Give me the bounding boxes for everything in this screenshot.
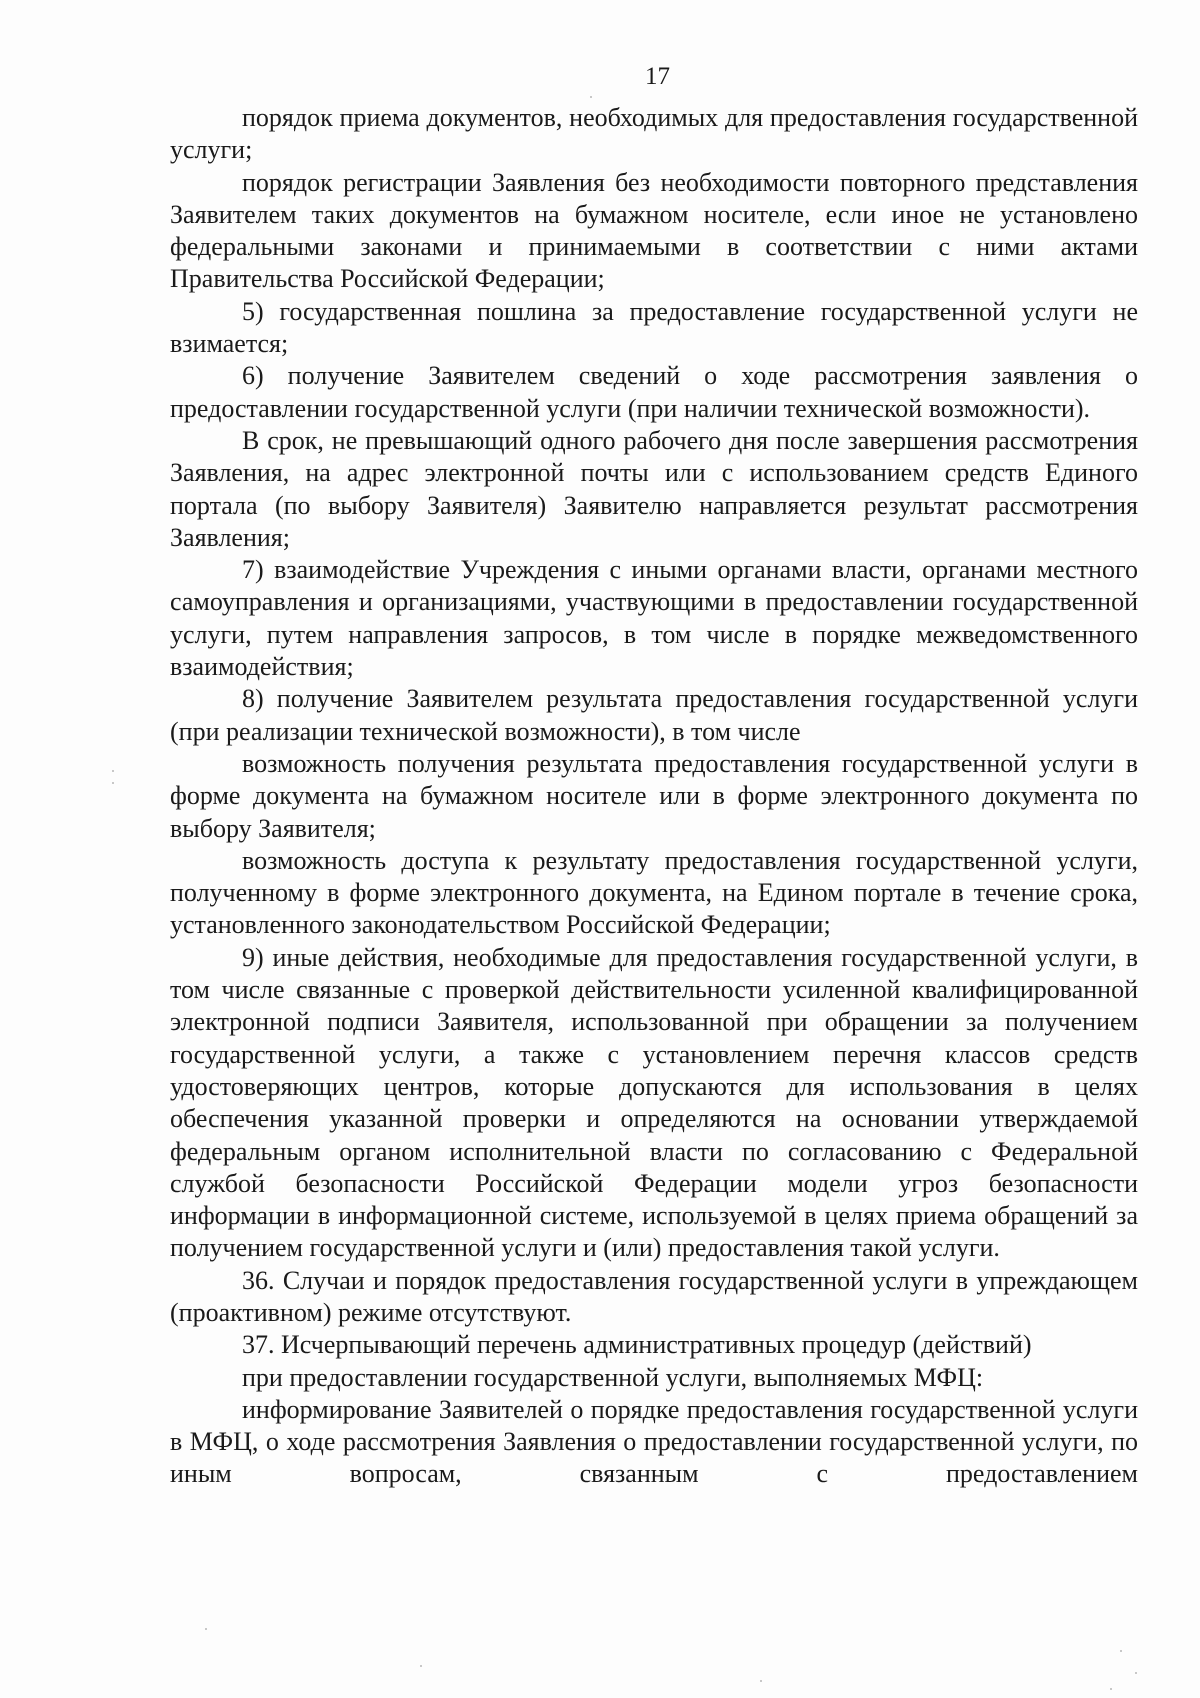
paragraph-section-37-heading: 37. Исчерпывающий перечень административных процедур (действий) [242,1330,1032,1360]
document-body [170,102,1138,1491]
paragraph-application-registration: порядок регистрации Заявления без необходимости повторного представления Заявителем таких документов на бумажном носителе, если иное не установлено федеральными законами и принимаемыми в соответствии с ними актами Правительства Российской Федерации; [170,167,1138,294]
paragraph-mfc-informing: информирование Заявителей о порядке предоставления государственной услуги в МФЦ, о ходе рассмотрения Заявления о предоставлении государственной услуги, по иным вопросам, связанным с предоставлением [170,1394,1138,1489]
paragraph-section-36-proactive: 36. Случаи и порядок предоставления государственной услуги в упреждающем (проактивном) режиме отсутствуют. [170,1265,1138,1327]
paragraph-result-deadline: В срок, не превышающий одного рабочего дня после завершения рассмотрения Заявления, на адрес электронной почты или с использованием средств Единого портала (по выбору Заявителя) Заявителю направляется результат рассмотрения Заявления; [170,425,1138,552]
scan-speck [1135,1672,1137,1674]
paragraph-item-7-interaction: 7) взаимодействие Учреждения с иными органами власти, органами местного самоуправления и организациями, участвующими в предоставлении государственной услуги, путем направления запросов, в том числе в порядке межведомственного взаимодействия; [170,555,1138,682]
scan-speck [112,782,114,784]
paragraph-item-9-other-actions: 9) иные действия, необходимые для предоставления государственной услуги, в том числе связанные с проверкой действительности усиленной квалифицированной электронной подписи Заявителя, использованной при обращении за получением государственной услуги, а также с установлением перечня классов средств удостоверяющих центров, которые допускаются для использования в целях обеспечения указанной проверки и определяются на основании утверждаемой федеральным органом исполнительной власти по согласованию с Федеральной службой безопасности Российской Федерации модели угроз безопасности информации в информационной системе, используемой в целях приема обращений за получением государственной услуги и (или) предоставления такой услуги. [170,942,1138,1263]
scan-speck [590,96,592,98]
paragraph-item-6-status-info: 6) получение Заявителем сведений о ходе рассмотрения заявления о предоставлении государственной услуги (при наличии технической возможности). [170,361,1138,423]
page-number: 17 [645,63,670,90]
scan-speck [205,1628,207,1630]
scan-speck [1110,1688,1112,1690]
scan-speck [760,1680,762,1682]
scan-speck [420,1665,422,1667]
scan-speck [112,770,114,772]
paragraph-section-37-heading-cont: при предоставлении государственной услуги, выполняемых МФЦ: [242,1362,984,1392]
paragraph-item-5-state-fee: 5) государственная пошлина за предоставление государственной услуги не взимается; [170,296,1138,359]
paragraph-result-paper-or-electronic: возможность получения результата предоставления государственной услуги в форме документа на бумажном носителе или в форме электронного документа по выбору Заявителя; [170,748,1138,843]
scan-speck [1120,1650,1122,1652]
paragraph-item-8-result: 8) получение Заявителем результата предоставления государственной услуги (при реализации технической возможности), в том числе [170,684,1138,746]
paragraph-documents-acceptance: порядок приема документов, необходимых для предоставления государственной услуги; [170,103,1138,165]
paragraph-result-portal-access: возможность доступа к результату предоставления государственной услуги, полученному в форме электронного документа, на Едином портале в течение срока, установленного законодательством Российской Федерации; [170,845,1138,940]
